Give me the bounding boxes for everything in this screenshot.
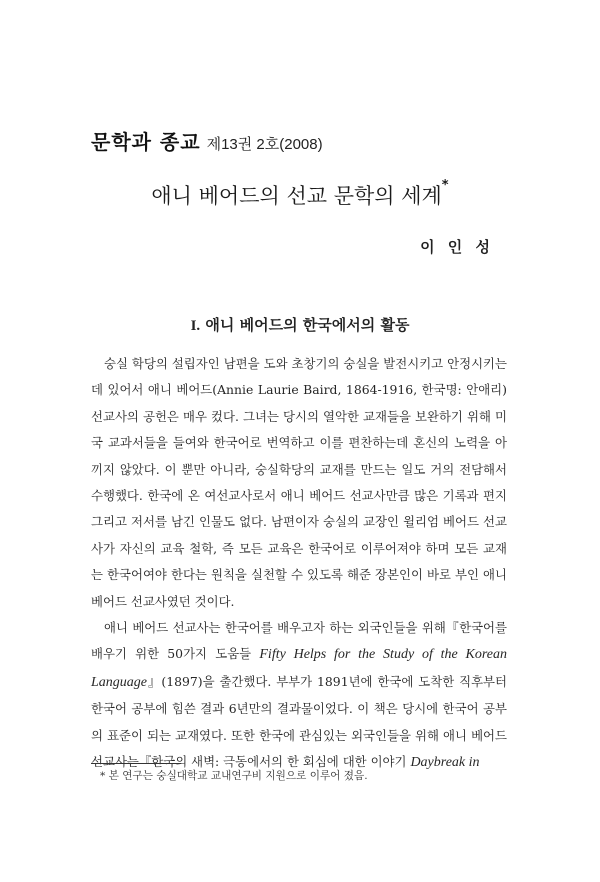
footnote: * 본 연구는 숭실대학교 교내연구비 지원으로 이루어 졌음.: [100, 770, 368, 782]
book-title-italic-2: Daybreak in: [410, 755, 480, 771]
book-title-italic: Fifty Helps for the Study of the Korean Language: [91, 647, 507, 690]
journal-header: [91, 126, 323, 155]
journal-logo: 문학과 종교: [91, 130, 201, 154]
section-number: I.: [190, 318, 201, 334]
paragraph-2-text-a: 애니 베어드 선교사는 한국어를 배우고자 하는 외국인들을 위해『한국어를 배우기 위한 50가지 도움들: [91, 620, 507, 662]
title-footnote-mark: *: [441, 178, 449, 193]
paragraph-2-text-b: 』(1897)을 출간했다. 부부가 1891년에 한국에 도착한 직후부터 한국어 공부에 힘쓴 결과 6년만의 결과물이었다. 이 책은 당시에 한국어 공부의 표준이 되는 교재였다. 또한 한국에 관심있는 외국인들을 위해 애니 베어드 선교사는『한국의 새벽: 극동에서의 한 회심에 대한 이야기: [91, 673, 507, 770]
article-author: 이 인 성: [420, 238, 494, 256]
article-title: [0, 180, 600, 210]
paragraph-2: [91, 615, 507, 776]
article-title-text: 애니 베어드의 선교 문학의 세계: [151, 184, 442, 208]
article-body: [91, 351, 507, 777]
section-heading: [0, 314, 600, 335]
footnote-divider: [91, 763, 181, 764]
journal-volume: 제13권 2호(2008): [206, 136, 323, 153]
paragraph-1: 숭실 학당의 설립자인 남편을 도와 초창기의 숭실을 발전시키고 안정시키는데 있어서 애니 베어드(Annie Laurie Baird, 1864-1916, 한국명: 안애리) 선교사의 공헌은 매우 컸다. 그녀는 당시의 열악한 교재들을 보완하기 위해 미국 교과서들을 들여와 한국어로 번역하고 이를 편찬하는데 혼신의 노력을 아끼지 않았다. 이 뿐만 아니라, 숭실학당의 교재를 만드는 일도 거의 전담해서 수행했다. 한국에 온 여선교사로서 애니 베어드 선교사만큼 많은 기록과 편지 그리고 저서를 남긴 인물도 없다. 남편이자 숭실의 교장인 윌리엄 베어드 선교사가 자신의 교육 철학, 즉 모든 교육은 한국어로 이루어져야 하며 모든 교재는 한국어여야 한다는 원칙을 실천할 수 있도록 해준 장본인이 바로 부인 애니 베어드 선교사였던 것이다.: [91, 356, 507, 609]
section-title: 애니 베어드의 한국에서의 활동: [205, 316, 410, 334]
